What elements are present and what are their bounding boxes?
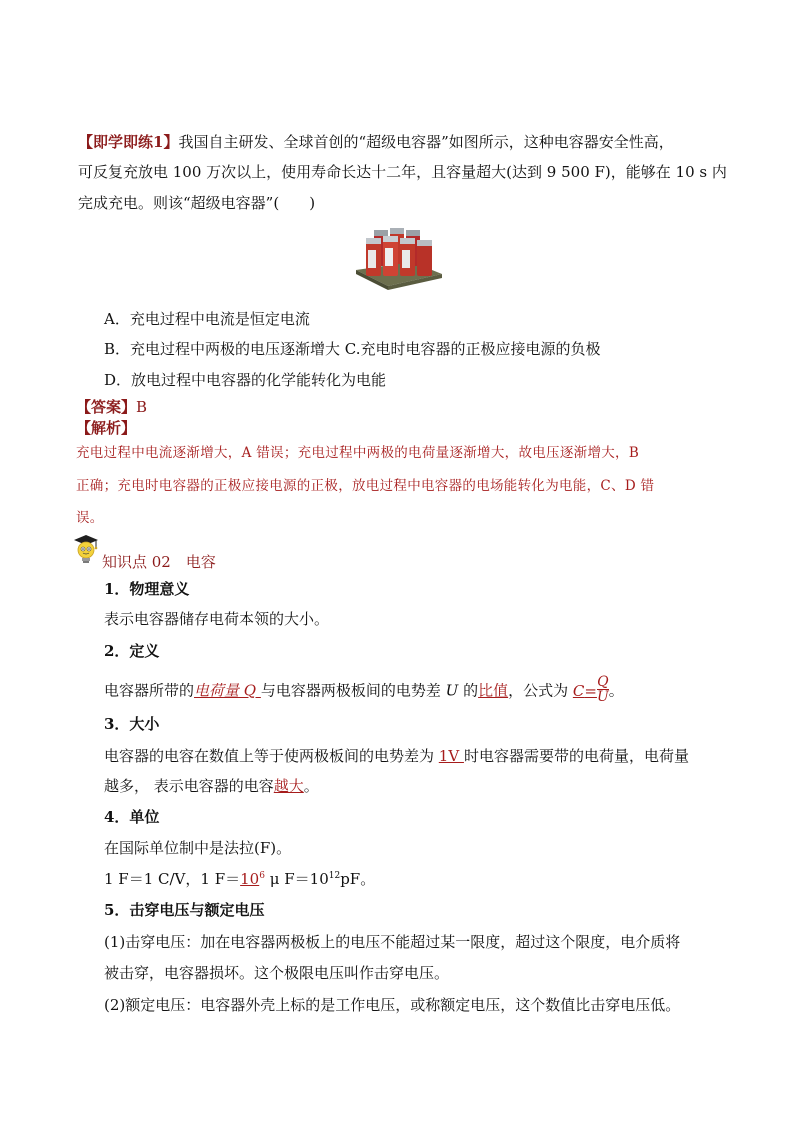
formula-eq: =	[584, 681, 597, 700]
answer-line	[76, 396, 147, 418]
s3-larger: 越大	[273, 777, 304, 795]
s3-post: 时电容器需要带的电荷量，电荷量	[463, 747, 689, 765]
knowledge-title: 知识点 02 电容	[102, 553, 216, 571]
s4-f-end: pF。	[340, 870, 376, 888]
section-5-p2: (2)额定电压：电容器外壳上标的是工作电压，或称额定电压，这个数值比击穿电压低。	[104, 996, 681, 1014]
s2-mid: 与电容器两极板间的电势差	[260, 681, 446, 700]
exercise-text-1: 我国自主研发、全球首创的“超级电容器”如图所示，这种电容器安全性高，	[178, 133, 674, 151]
section-4-formula	[104, 868, 375, 890]
section-5-title: 5．击穿电压与额定电压	[104, 901, 265, 919]
section-5-p1-line-1: (1)击穿电压：加在电容器两极板上的电压不能超过某一限度，超过这个限度，电介质将	[104, 933, 681, 951]
s3-pre: 电容器的电容在数值上等于使两极板间的电势差为	[104, 747, 439, 765]
formula-c: C	[572, 681, 585, 700]
analysis-line-3: 误。	[76, 510, 104, 526]
s2-charge-q: 电荷量 Q	[194, 681, 261, 700]
option-d: D．放电过程中电容器的化学能转化为电能	[104, 371, 387, 389]
s3-line2-pre: 越多， 表示电容器的电容	[104, 777, 274, 795]
s3-line2-end: 。	[303, 777, 319, 795]
s2-ratio: 比值	[478, 681, 509, 700]
exercise-line-1	[78, 131, 674, 153]
s4-f-ten: 10	[240, 870, 260, 888]
exercise-line-2: 可反复充放电 100 万次以上，使用寿命长达十二年，且容量超大(达到 9 500 F)，能够在 10 s 内	[78, 163, 727, 181]
analysis-line-2: 正确；充电时电容器的正极应接电源的正极，放电过程中电容器的电场能转化为电能，C、D 错	[76, 478, 655, 494]
s4-f-mid: μ F＝10	[264, 870, 329, 888]
analysis-line-1: 充电过程中电流逐渐增大，A 错误；充电过程中两极的电荷量逐渐增大，故电压逐渐增大，B	[76, 445, 640, 461]
s2-voltage-u: U	[445, 681, 459, 700]
section-5-p1-line-2: 被击穿，电容器损坏。这个极限电压叫作击穿电压。	[104, 964, 450, 982]
s3-1v: 1V	[438, 747, 464, 765]
formula-fraction	[597, 675, 609, 704]
option-b-c: B．充电过程中两极的电压逐渐增大 C.充电时电容器的正极应接电源的负极	[104, 340, 601, 358]
exercise-label: 【即学即练1】	[78, 133, 179, 151]
option-a: A．充电过程中电流是恒定电流	[104, 310, 310, 328]
section-3-line-2	[104, 775, 319, 797]
s4-f-exp-6: 6	[259, 871, 265, 881]
section-3-title: 3．大小	[104, 715, 160, 733]
s2-end: 。	[608, 681, 624, 700]
graduate-bulb-icon	[72, 533, 100, 565]
analysis-label: 【解析】	[76, 419, 137, 437]
supercapacitor-image	[352, 224, 446, 292]
section-2-text	[104, 674, 624, 706]
section-2-title: 2．定义	[104, 642, 160, 660]
s4-f-exp-12: 12	[328, 871, 341, 881]
answer-value: B	[136, 398, 148, 416]
s2-pre: 电容器所带的	[104, 681, 195, 700]
s2-de: 的	[458, 681, 479, 700]
section-3-line-1	[104, 745, 689, 767]
exercise-line-3: 完成充电。则该“超级电容器”( )	[78, 194, 316, 212]
formula-denominator: U	[596, 689, 609, 705]
section-4-text: 在国际单位制中是法拉(F)。	[104, 839, 292, 857]
section-1-text: 表示电容器储存电荷本领的大小。	[104, 610, 330, 628]
section-4-title: 4．单位	[104, 808, 160, 826]
s4-f-pre: 1 F＝1 C/V，1 F＝	[104, 870, 241, 888]
s2-post: ，公式为	[508, 681, 573, 700]
section-1-title: 1．物理意义	[104, 580, 190, 598]
answer-label: 【答案】	[76, 398, 137, 416]
capacitance-formula	[572, 674, 609, 705]
formula-numerator: Q	[597, 674, 609, 690]
